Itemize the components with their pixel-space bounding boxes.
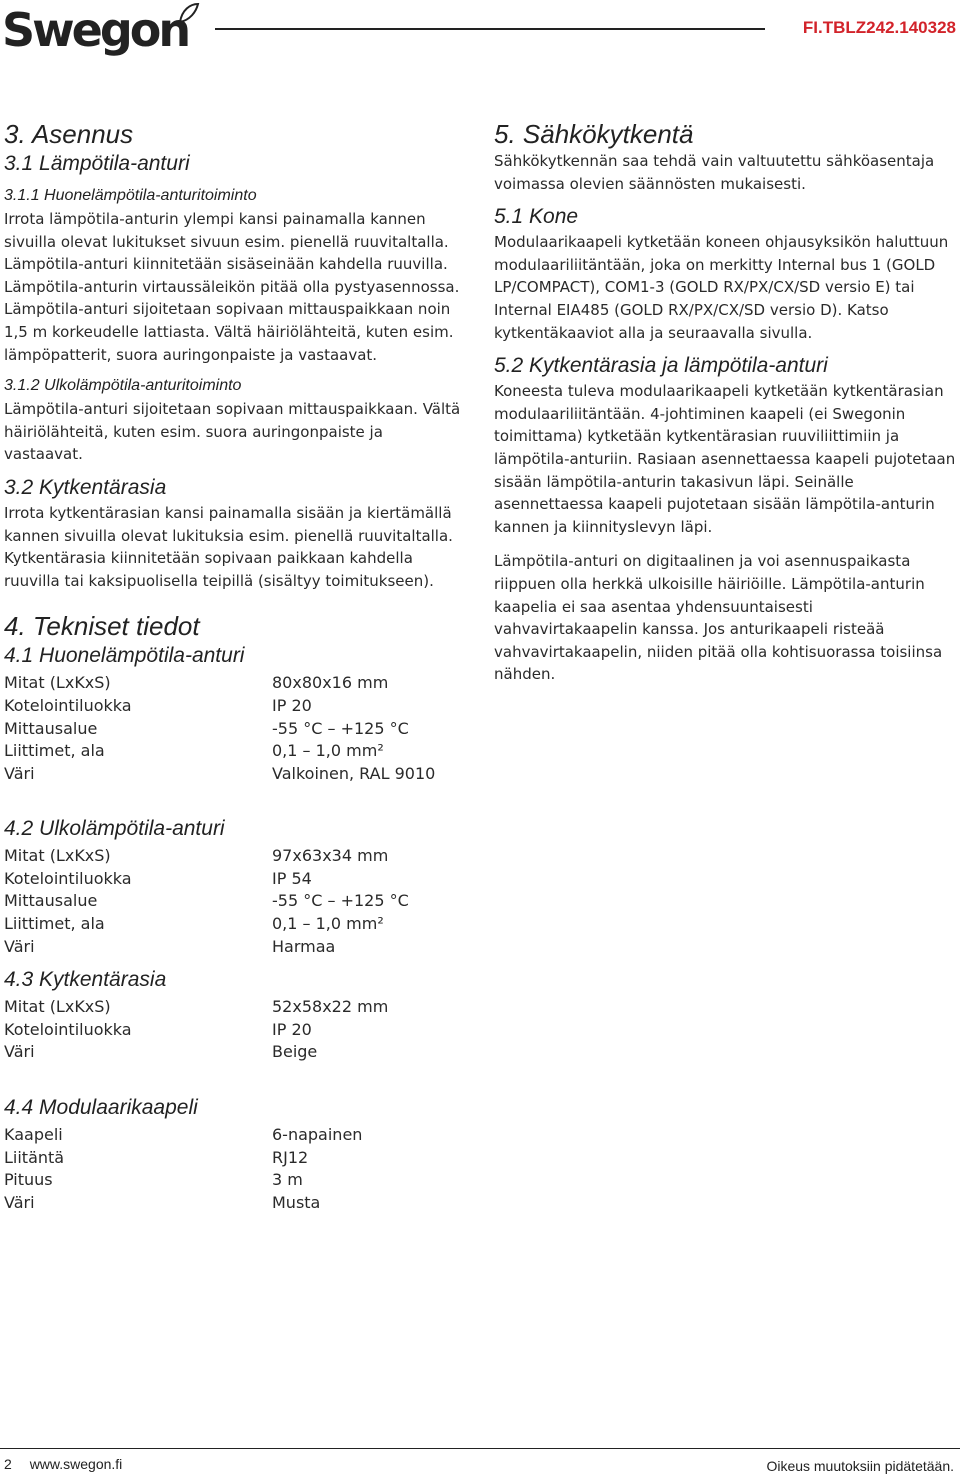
spec-value: 0,1 – 1,0 mm² [272, 741, 384, 761]
spec-key: Liitäntä [4, 1147, 65, 1167]
document-code: FI.TBLZ242.140328 [802, 18, 956, 37]
spec-value: IP 20 [272, 695, 312, 715]
section-4-1-title: 4.1 Huonelämpötila-anturi [4, 644, 245, 668]
table-row [4, 1041, 388, 1064]
spec-key: Mitat (LxKxS) [4, 997, 111, 1017]
page-number: 2 [4, 1456, 12, 1472]
website-link[interactable]: www.swegon.fi [29, 1456, 123, 1472]
spec-value: Musta [272, 1192, 321, 1212]
section-4-4-title: 4.4 Modulaarikaapeli [4, 1096, 198, 1120]
section-5-2-title: 5.2 Kytkentärasia ja lämpötila-anturi [494, 354, 828, 378]
footer-disclaimer: Oikeus muutoksiin pidätetään. [766, 1458, 954, 1474]
spec-key: Kaapeli [4, 1125, 63, 1145]
spec-value: Valkoinen, RAL 9010 [272, 763, 436, 783]
spec-value: RJ12 [272, 1147, 309, 1167]
section-4-title: 4. Tekniset tiedot [4, 611, 200, 642]
section-5-1-text: Modulaarikaapeli kytketään koneen ohjausyksikön haluttuun modulaariliitäntään, joka on merkitty Internal bus 1 (GOLD LP/COMPACT), COM1-3 (GOLD RX/PX/CX/SD versio E) tai Internal EIA485 (GOLD RX/PX/CX/SD versio D). Katso kytkentäkaaviot alla ja seuraavalla sivulla. [494, 233, 949, 342]
section-3-2-title: 3.2 Kytkentärasia [4, 475, 167, 499]
spec-key: Väri [4, 1042, 35, 1062]
right-column [494, 118, 956, 686]
spec-table-room-sensor [4, 672, 435, 785]
spec-value: 6-napainen [272, 1125, 363, 1145]
table-row [4, 672, 435, 695]
spec-key: Kotelointiluokka [4, 868, 132, 888]
table-row [4, 740, 435, 763]
header-divider [215, 28, 765, 30]
spec-value: 97x63x34 mm [272, 846, 389, 866]
section-5-title: 5. Sähkökytkentä [494, 119, 694, 149]
table-row [4, 913, 409, 936]
table-row [4, 868, 409, 891]
spec-key: Kotelointiluokka [4, 695, 132, 715]
left-column [4, 118, 464, 1214]
table-row [4, 996, 388, 1019]
table-row [4, 763, 435, 786]
spec-key: Pituus [4, 1170, 53, 1190]
spec-value: 0,1 – 1,0 mm² [272, 914, 384, 934]
section-3-1-title: 3.1 Lämpötila-anturi [4, 152, 190, 175]
spec-value: 52x58x22 mm [272, 997, 389, 1017]
spec-key: Mitat (LxKxS) [4, 673, 111, 693]
spec-value: IP 54 [272, 868, 312, 888]
table-row [4, 845, 409, 868]
table-row [4, 1192, 362, 1215]
swegon-logo: Swegon [2, 3, 189, 57]
footer-left [4, 1456, 122, 1472]
spec-value: -55 °C – +125 °C [272, 718, 409, 738]
spec-key: Väri [4, 1192, 35, 1212]
table-row [4, 1169, 362, 1192]
section-3-title: 3. Asennus [4, 119, 134, 149]
spec-table-outdoor-sensor [4, 845, 409, 958]
table-row [4, 936, 409, 959]
spec-value: 80x80x16 mm [272, 673, 389, 693]
section-5-2-text-2: Lämpötila-anturi on digitaalinen ja voi asennuspaikasta riippuen olla herkkä ulkoisille häiriöille. Lämpötila-anturin kaapelia ei saa asentaa yhdensuuntaisesti vahvavirtakaapelin kanssa. Jos anturikaapeli risteää vahvavirtakaapelin, niiden pitää olla kohtisuorassa toisiinsa nähden. [494, 552, 943, 684]
spec-key: Liittimet, ala [4, 914, 105, 934]
section-3-1-2-title: 3.1.2 Ulkolämpötila-anturitoiminto [4, 377, 242, 395]
section-4-2-title: 4.2 Ulkolämpötila-anturi [4, 817, 225, 841]
spec-key: Väri [4, 763, 35, 783]
table-row [4, 1124, 362, 1147]
section-5-1-title: 5.1 Kone [494, 205, 579, 229]
spec-key: Mittausalue [4, 891, 98, 911]
section-3-1-1-text: Irrota lämpötila-anturin ylempi kansi painamalla kannen sivuilla olevat lukitukset sivuun esim. pienellä ruuvitaltalla. Lämpötila-anturi kiinnitetään sisäseinään kahdella ruuvilla. Lämpötila-anturin virtaussäleikön pitää olla pystyasennossa. Lämpötila-anturi sijoitetaan sopivaan mittauspaikkaan noin 1,5 m korkeudelle lattiasta. Vältä häiriölähteitä, kuten esim. lämpöpatterit, suora auringonpaiste ja vastaavat. [4, 210, 460, 364]
table-row [4, 1019, 388, 1042]
spec-key: Mitat (LxKxS) [4, 846, 111, 866]
spec-table-junction-box [4, 996, 388, 1064]
spec-key: Väri [4, 936, 35, 956]
leaf-icon [178, 2, 200, 24]
spec-value: 3 m [272, 1170, 303, 1190]
section-5-2-text-1: Koneesta tuleva modulaarikaapeli kytketään kytkentärasian modulaariliitäntään. 4-johtiminen kaapeli (ei Swegonin toimittama) kytketään kytkentärasian ruuviliittimiin ja lämpötila-anturiin. Rasiaan asennettaessa kaapeli pujotetaan sisään lämpötila-anturin takasivun läpi. Seinälle asennettaessa kaapeli pujotetaan sisään lämpötila-anturin kannen ja kiinnityslevyn läpi. [494, 382, 956, 536]
section-3-1-2-text: Lämpötila-anturi sijoitetaan sopivaan mittauspaikkaan. Vältä häiriölähteitä, kuten esim. suora auringonpaiste ja vastaavat. [4, 400, 461, 464]
table-row [4, 890, 409, 913]
table-row [4, 1147, 362, 1170]
table-row [4, 718, 435, 741]
spec-key: Kotelointiluokka [4, 1019, 132, 1039]
spec-table-modular-cable [4, 1124, 362, 1214]
footer-divider [0, 1448, 960, 1449]
spec-key: Liittimet, ala [4, 741, 105, 761]
spec-value: IP 20 [272, 1019, 312, 1039]
spec-value: Harmaa [272, 936, 336, 956]
section-3-2-text: Irrota kytkentärasian kansi painamalla sisään ja kiertämällä kannen sivuilla olevat lukituksia esim. pienellä ruuvitaltalla. Kytkentärasia kiinnitetään sopivaan paikkaan kahdella ruuvilla tai kaksipuolisella teipillä (sisältyy toimitukseen). [4, 503, 453, 590]
spec-value: -55 °C – +125 °C [272, 891, 409, 911]
section-5-text: Sähkökytkennän saa tehdä vain valtuutettu sähköasentaja voimassa olevien säännösten mukaisesti. [494, 152, 935, 193]
section-3-1-1-title: 3.1.1 Huonelämpötila-anturitoiminto [4, 187, 257, 204]
section-4-3-title: 4.3 Kytkentärasia [4, 968, 167, 992]
spec-key: Mittausalue [4, 718, 98, 738]
spec-value: Beige [272, 1042, 318, 1062]
table-row [4, 695, 435, 718]
